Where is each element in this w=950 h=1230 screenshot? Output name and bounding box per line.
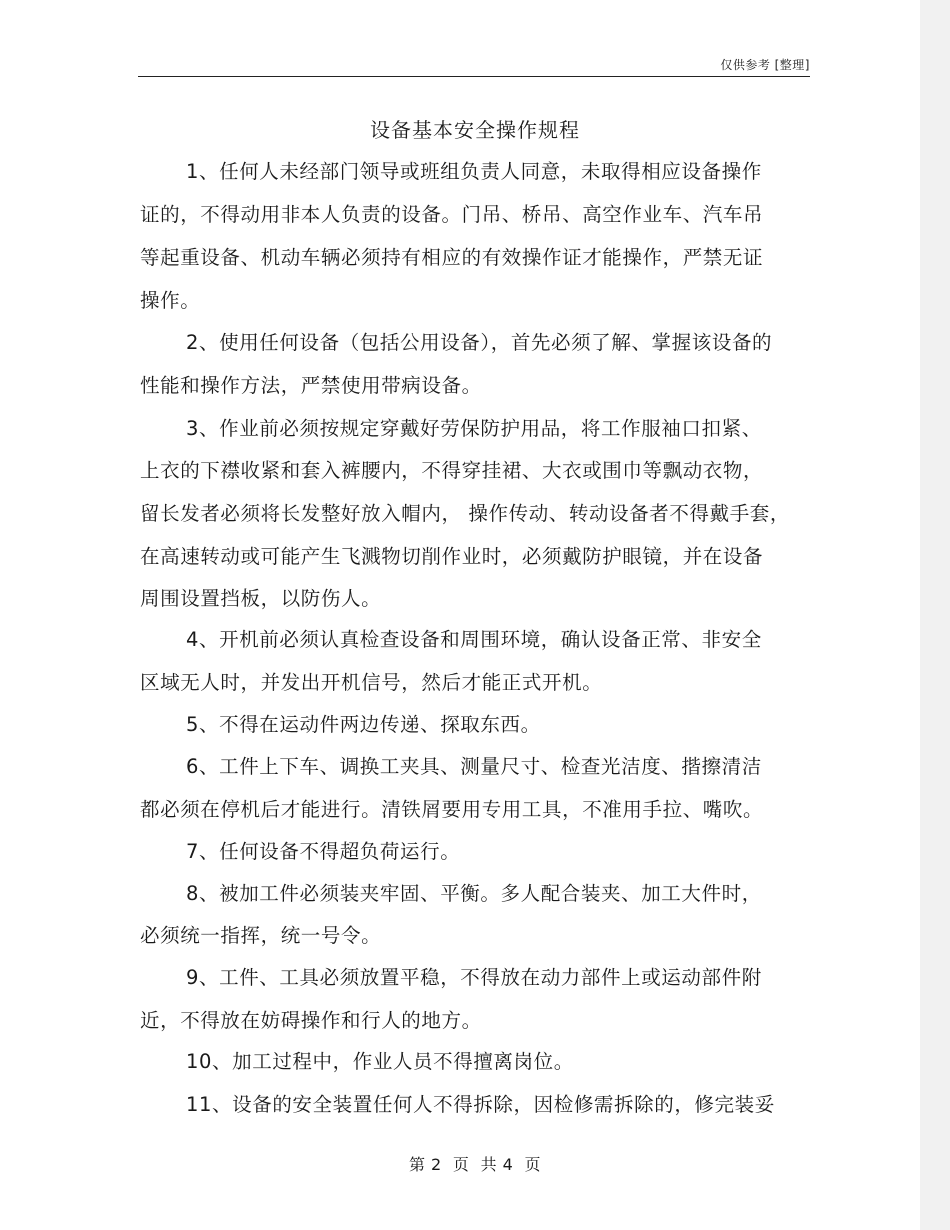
body-line: 区域无人时，并发出开机信号，然后才能正式开机。 <box>140 671 603 694</box>
body-line: 1、任何人未经部门领导或班组负责人同意，未取得相应设备操作 <box>186 160 762 183</box>
body-line: 性能和操作方法，严禁使用带病设备。 <box>140 374 482 397</box>
body-line: 在高速转动或可能产生飞溅物切削作业时，必须戴防护眼镜，并在设备 <box>140 545 764 568</box>
body-line: 等起重设备、机动车辆必须持有相应的有效操作证才能操作，严禁无证 <box>140 246 764 269</box>
body-line: 留长发者必须将长发整好放入帽内， 操作传动、转动设备者不得戴手套， <box>140 502 790 525</box>
body-line: 10、加工过程中，作业人员不得擅离岗位。 <box>186 1050 574 1073</box>
body-line: 3、作业前必须按规定穿戴好劳保防护用品，将工作服袖口扣紧、 <box>186 417 762 440</box>
body-line: 2、使用任何设备（包括公用设备），首先必须了解、掌握该设备的 <box>186 331 773 354</box>
header-note: 仅供参考 [整理] <box>720 58 810 72</box>
body-line: 都必须在停机后才能进行。清铁屑要用专用工具，不准用手拉、嘴吹。 <box>140 798 764 821</box>
body-line: 5、不得在运动件两边传递、探取东西。 <box>186 713 541 736</box>
body-line: 近，不得放在妨碍操作和行人的地方。 <box>140 1009 482 1032</box>
header-divider <box>138 76 810 77</box>
body-line: 操作。 <box>140 289 201 312</box>
body-line: 6、工件上下车、调换工夹具、测量尺寸、检查光洁度、揩擦清洁 <box>186 755 762 778</box>
body-line: 11、设备的安全装置任何人不得拆除，因检修需拆除的，修完装妥 <box>186 1093 775 1116</box>
body-line: 必须统一指挥，统一号令。 <box>140 924 382 947</box>
page-number-footer: 第 2 页 共 4 页 <box>408 1155 542 1174</box>
body-line: 7、任何设备不得超负荷运行。 <box>186 840 461 863</box>
body-line: 证的，不得动用非本人负责的设备。门吊、桥吊、高空作业车、汽车吊 <box>140 203 764 226</box>
body-line: 周围设置挡板，以防伤人。 <box>140 587 382 610</box>
viewer-margin <box>920 0 950 1230</box>
document-title: 设备基本安全操作规程 <box>370 118 580 142</box>
body-line: 9、工件、工具必须放置平稳，不得放在动力部件上或运动部件附 <box>186 966 762 989</box>
body-line: 8、被加工件必须装夹牢固、平衡。多人配合装夹、加工大件时， <box>186 882 762 905</box>
body-line: 上衣的下襟收紧和套入裤腰内，不得穿挂裙、大衣或围巾等飘动衣物， <box>140 459 764 482</box>
body-line: 4、开机前必须认真检查设备和周围环境，确认设备正常、非安全 <box>186 628 762 651</box>
